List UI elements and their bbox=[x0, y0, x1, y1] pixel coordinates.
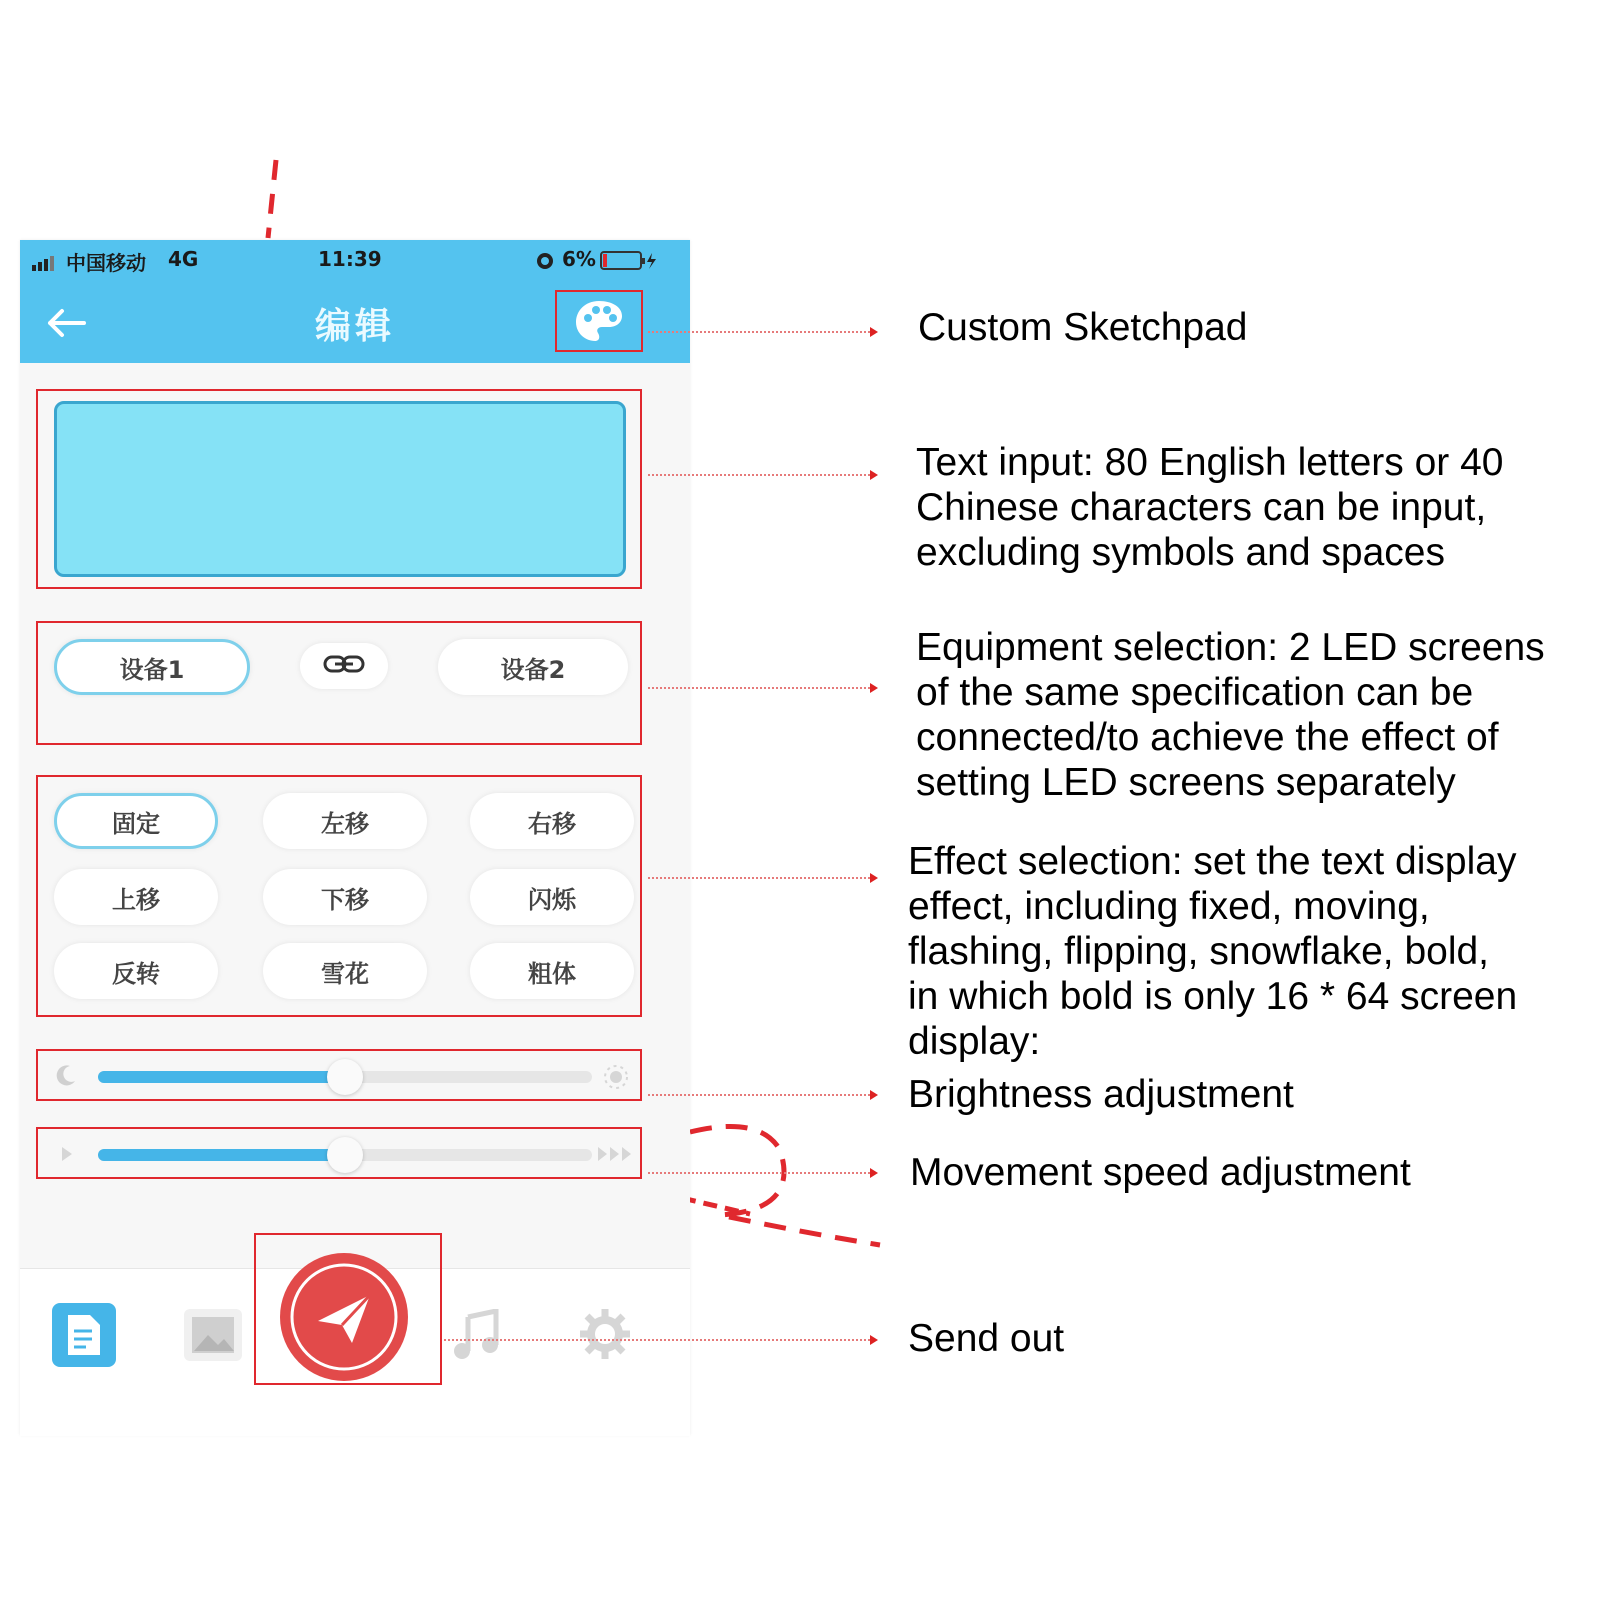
brightness-fill bbox=[98, 1071, 345, 1083]
effect-move-left[interactable]: 左移 bbox=[263, 793, 427, 849]
status-bar bbox=[20, 240, 690, 280]
annotation-speed: Movement speed adjustment bbox=[910, 1151, 1411, 1194]
battery-icon bbox=[600, 249, 660, 276]
leader-effect bbox=[648, 877, 870, 879]
effect-fixed[interactable]: 固定 bbox=[54, 793, 218, 849]
device1-button[interactable]: 设备1 bbox=[54, 639, 250, 695]
network: 4G bbox=[168, 247, 199, 271]
led-text-input[interactable] bbox=[54, 401, 626, 577]
arrow-sketchpad bbox=[870, 327, 878, 337]
leader-sketchpad bbox=[648, 331, 870, 333]
effect-move-right[interactable]: 右移 bbox=[470, 793, 634, 849]
link-icon bbox=[323, 652, 365, 680]
brightness-section bbox=[36, 1049, 642, 1101]
speed-slider[interactable] bbox=[98, 1149, 592, 1161]
annotation-line: in which bold is only 16 * 64 screen bbox=[908, 975, 1518, 1018]
annotation-line: display: bbox=[908, 1020, 1041, 1063]
leader-text-input bbox=[648, 474, 870, 476]
slow-icon bbox=[60, 1145, 74, 1167]
annotation-line: of the same specification can be bbox=[916, 671, 1474, 714]
effect-move-up[interactable]: 上移 bbox=[54, 869, 218, 925]
annotation-line: Equipment selection: 2 LED screens bbox=[916, 626, 1545, 669]
fast-icon bbox=[596, 1145, 636, 1167]
brightness-knob[interactable] bbox=[327, 1059, 363, 1095]
arrow-send bbox=[870, 1335, 878, 1345]
arrow-text-input bbox=[870, 470, 878, 480]
page-title: 编辑 bbox=[314, 306, 395, 347]
music-icon[interactable] bbox=[450, 1309, 504, 1365]
annotation-line: excluding symbols and spaces bbox=[916, 531, 1445, 574]
text-icon[interactable] bbox=[52, 1303, 116, 1371]
leader-brightness bbox=[648, 1094, 870, 1096]
annotation-line: connected/to achieve the effect of bbox=[916, 716, 1499, 759]
annotation-line: Chinese characters can be input, bbox=[916, 486, 1487, 529]
annotation-effect bbox=[908, 839, 1517, 1064]
leader-speed bbox=[648, 1172, 870, 1174]
annotation-text-input bbox=[916, 440, 1504, 575]
arrow-brightness bbox=[870, 1090, 878, 1100]
annotation-line: Text input: 80 English letters or 40 bbox=[916, 441, 1504, 484]
sun-icon bbox=[602, 1063, 630, 1095]
phone-screen bbox=[20, 240, 690, 1435]
effect-flip[interactable]: 反转 bbox=[54, 943, 218, 999]
gear-icon[interactable] bbox=[578, 1307, 632, 1365]
annotation-equipment bbox=[916, 625, 1545, 805]
image-icon[interactable] bbox=[182, 1307, 244, 1367]
effect-bold[interactable]: 粗体 bbox=[470, 943, 634, 999]
annotation-line: setting LED screens separately bbox=[916, 761, 1456, 804]
carrier: 中国移动 bbox=[66, 251, 146, 275]
effect-section bbox=[36, 775, 642, 1017]
effect-flash[interactable]: 闪烁 bbox=[470, 869, 634, 925]
device2-button[interactable]: 设备2 bbox=[438, 639, 628, 695]
arrow-equipment bbox=[870, 683, 878, 693]
leader-send bbox=[444, 1339, 870, 1341]
leader-equipment bbox=[648, 687, 870, 689]
speed-section bbox=[36, 1127, 642, 1179]
annotation-line: Effect selection: set the text display bbox=[908, 840, 1517, 883]
annotation-brightness: Brightness adjustment bbox=[908, 1073, 1294, 1116]
annotation-line: flashing, flipping, snowflake, bold, bbox=[908, 930, 1490, 973]
nav-bar bbox=[20, 280, 690, 363]
signal-icon bbox=[32, 252, 60, 268]
clock: 11:39 bbox=[318, 247, 382, 271]
moon-icon bbox=[54, 1063, 78, 1091]
palette-icon[interactable] bbox=[573, 298, 625, 348]
bottom-tab-bar bbox=[20, 1268, 690, 1436]
alarm-icon bbox=[534, 249, 556, 276]
battery-percent: 6% bbox=[562, 247, 596, 271]
link-button[interactable] bbox=[300, 643, 388, 689]
effect-snowflake[interactable]: 雪花 bbox=[263, 943, 427, 999]
device-section bbox=[36, 621, 642, 745]
brightness-slider[interactable] bbox=[98, 1071, 592, 1083]
annotation-send: Send out bbox=[908, 1317, 1065, 1360]
arrow-speed bbox=[870, 1168, 878, 1178]
speed-fill bbox=[98, 1149, 345, 1161]
annotation-sketchpad: Custom Sketchpad bbox=[918, 306, 1248, 349]
annotation-line: effect, including fixed, moving, bbox=[908, 885, 1430, 928]
effect-move-down[interactable]: 下移 bbox=[263, 869, 427, 925]
text-input-section bbox=[36, 389, 642, 589]
speed-knob[interactable] bbox=[327, 1137, 363, 1173]
arrow-effect bbox=[870, 873, 878, 883]
send-icon[interactable] bbox=[278, 1251, 410, 1387]
editor-content bbox=[20, 363, 690, 1268]
